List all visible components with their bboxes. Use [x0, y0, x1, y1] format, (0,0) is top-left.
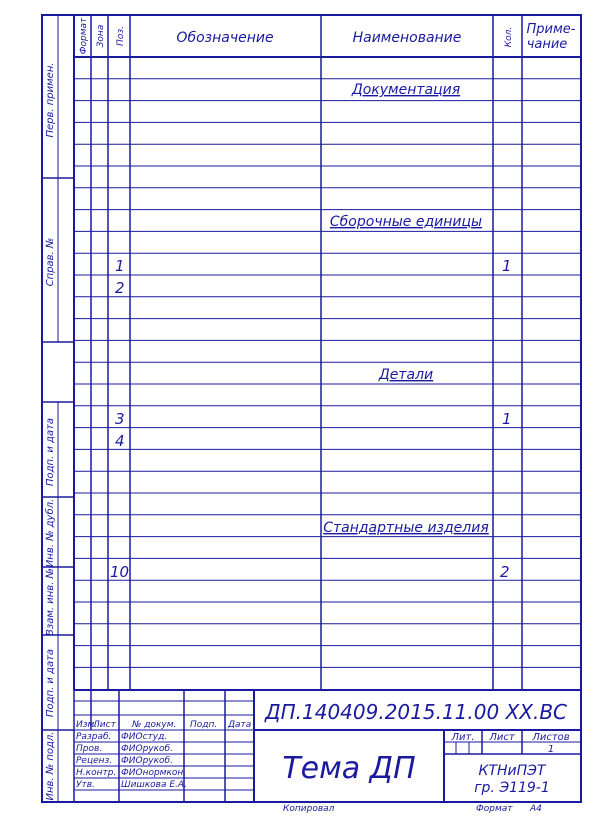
listov-label: Листов [532, 732, 570, 743]
listov-value: 1 [547, 744, 555, 755]
side-label-vzam-inv: Взам. инв. № [45, 568, 56, 636]
role-name: ФИОрукоб. [121, 756, 173, 766]
role-label: Пров. [76, 744, 103, 754]
list-label: Лист [489, 732, 515, 743]
role-name: Шишкова Е.А. [121, 780, 187, 790]
sheet-frame [42, 15, 581, 802]
header-qty: Кол. [504, 26, 514, 48]
item-pos: 4 [115, 432, 125, 450]
side-label-sprav-no: Справ. № [45, 237, 56, 287]
side-label-podp-data-1: Подп. и дата [45, 417, 56, 487]
col-docnum: № докум. [132, 720, 177, 730]
side-label-inv-dubl: Инв. № дубл. [45, 498, 56, 568]
item-pos: 10 [110, 563, 130, 581]
col-data: Дата [228, 720, 252, 730]
role-label: Разраб. [76, 732, 112, 742]
header-poz: Поз. [116, 26, 126, 46]
footer-format-label: Формат [476, 804, 513, 814]
org-line-1: КТНиПЭТ [478, 763, 546, 779]
section-details: Детали [378, 367, 434, 383]
item-qty: 1 [502, 410, 512, 428]
role-name: ФИОнормкон. [121, 768, 187, 778]
col-izm: Изм. [76, 720, 98, 730]
spec-table-grid [74, 15, 581, 690]
role-name: ФИОстуд. [121, 732, 168, 742]
item-pos: 2 [115, 279, 125, 297]
side-label-perv-primen: Перв. примен. [45, 62, 56, 138]
item-pos: 3 [115, 410, 125, 428]
header-zona: Зона [96, 24, 106, 48]
footer-format-value: А4 [530, 804, 542, 814]
col-list: Лист [93, 720, 116, 730]
item-pos: 1 [115, 257, 125, 275]
topic-title: Тема ДП [282, 751, 416, 786]
org-line-2: гр. Э119-1 [474, 780, 550, 796]
footer-copied: Копировал [283, 804, 335, 814]
section-assemblies: Сборочные единицы [329, 214, 483, 230]
role-label: Н.контр. [76, 768, 117, 778]
header-designation: Обозначение [176, 30, 274, 46]
header-note-1: Приме- [526, 22, 576, 37]
side-label-inv-podl: Инв. № подл. [45, 731, 56, 801]
section-standard: Стандартные изделия [323, 520, 489, 536]
header-note-2: чание [526, 37, 568, 52]
lit-label: Лит. [451, 732, 475, 743]
doc-code: ДП.140409.2015.11.00 ХХ.ВС [264, 700, 568, 724]
header-format: Формат [79, 17, 89, 55]
section-documentation: Документация [351, 82, 461, 98]
col-podp: Подп. [190, 720, 218, 730]
item-qty: 2 [500, 563, 510, 581]
item-qty: 1 [502, 257, 512, 275]
role-label: Реценз. [76, 756, 113, 766]
role-name: ФИОрукоб. [121, 744, 173, 754]
side-label-podp-data-2: Подп. и дата [45, 648, 56, 718]
role-label: Утв. [76, 780, 95, 790]
header-name: Наименование [352, 30, 462, 46]
